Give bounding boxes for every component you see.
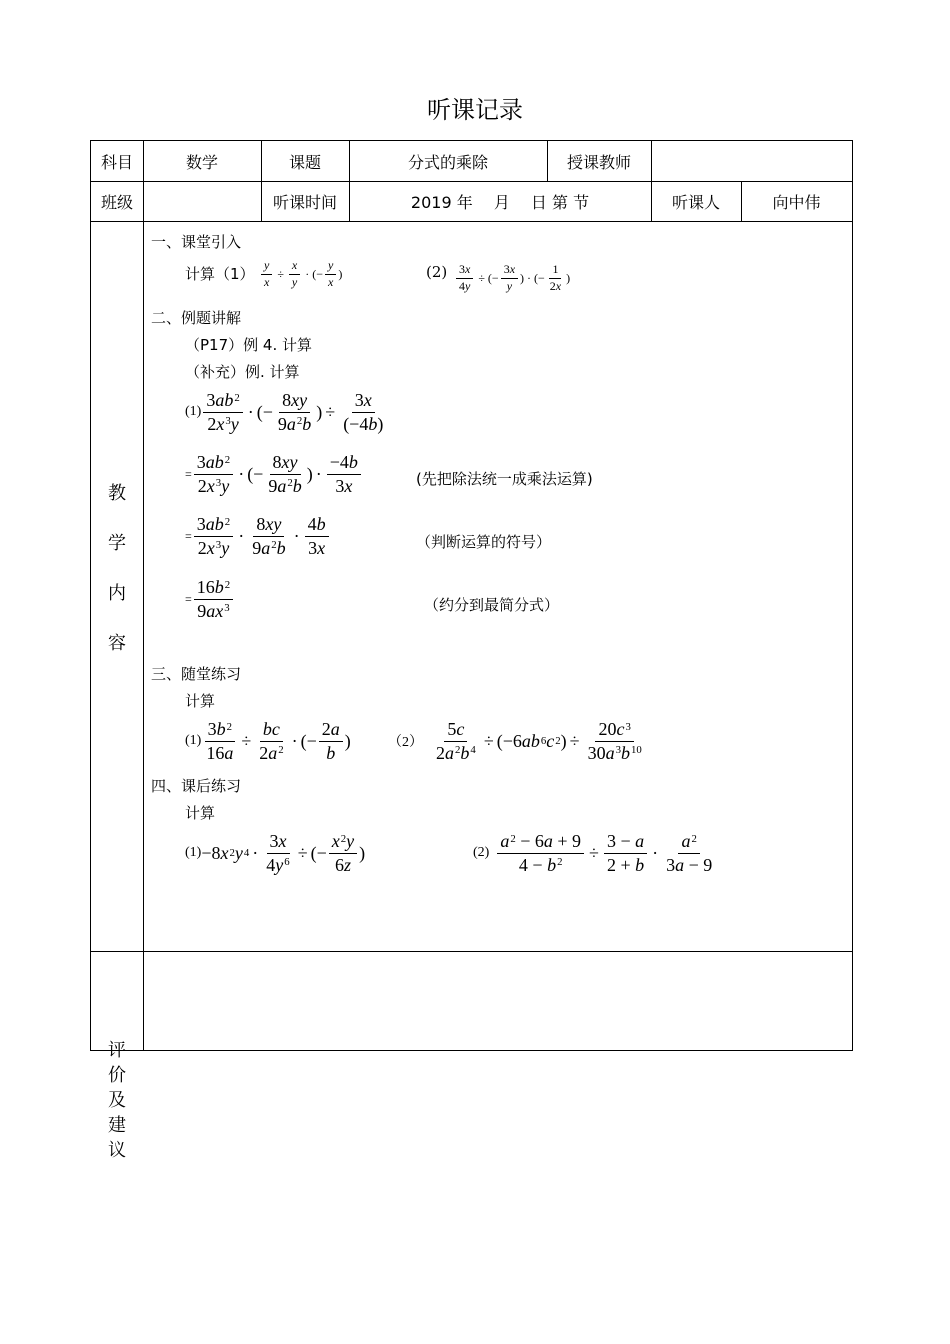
- side-char: 容: [108, 633, 126, 654]
- section-1-title: 一、课堂引入: [151, 233, 242, 251]
- row-divider: [91, 221, 852, 222]
- solution-step-1: = $\frac{3ab^2}{2x^3y}$ · (− $\frac{8xy}{9a^2b}$ ) · $\frac{-4b}{3x}$: [185, 452, 363, 496]
- listener-label: 听课人: [671, 192, 720, 212]
- listener-value: 向中伟: [772, 192, 821, 212]
- side-char: 议: [108, 1140, 126, 1161]
- practice-expr-1: (1) $\frac{3b^2}{16a}$ ÷ $\frac{bc}{2a^2}$ · (− $\frac{2a}{b}$ ): [185, 719, 351, 763]
- example-4-label: （P17）例 4. 计算: [185, 336, 312, 354]
- time-value: 2019 年 月 日 第 节: [410, 192, 590, 212]
- class-label: 班级: [100, 192, 133, 212]
- topic-value: 分式的乘除: [407, 152, 488, 172]
- teaching-content-label: [91, 479, 143, 679]
- section-3-title: 三、随堂练习: [151, 665, 242, 683]
- teacher-label: 授课教师: [566, 152, 631, 172]
- section-4-calc: 计算: [185, 804, 216, 822]
- solution-step-3: = $\frac{16b^2}{9ax^3}$: [185, 577, 235, 621]
- homework-q1-label: (1): [185, 845, 202, 861]
- class-value: [143, 181, 261, 221]
- practice-q2-label: （2）: [388, 735, 423, 751]
- side-char: 建: [108, 1115, 126, 1136]
- side-char: 内: [108, 583, 126, 604]
- section-2-title: 二、例题讲解: [151, 309, 242, 327]
- teacher-value: [651, 141, 852, 181]
- side-char: 评: [108, 1040, 126, 1061]
- solution-step-2: = $\frac{3ab^2}{2x^3y}$ · $\frac{8xy}{9a^2b}$ · $\frac{4b}{3x}$: [185, 514, 331, 558]
- col-divider: [143, 221, 144, 1050]
- note-3: （约分到最简分式）: [424, 596, 560, 614]
- section-4-title: 四、课后练习: [151, 777, 242, 795]
- side-char: 价: [108, 1065, 126, 1086]
- intro-expr-1: $\frac{y}{x}$ ÷ $\frac{x}{y}$ · (− $\frac{y}{x}$ ): [259, 259, 342, 290]
- homework-expr-1: (1) −8 x 2 y 4 · $\frac{3x}{4y^6}$ ÷ (− $\frac{x^2y}{6z}$ ): [185, 831, 366, 875]
- side-char: 学: [108, 533, 126, 554]
- topic-label: 课题: [288, 152, 321, 172]
- section-1-calc: 计算（1）: [185, 265, 255, 283]
- page-title: 听课记录: [427, 96, 523, 124]
- note-2: （判断运算的符号）: [416, 533, 552, 551]
- note-1: (先把除法统一成乘法运算): [416, 470, 593, 488]
- homework-q2-label: (2): [473, 845, 490, 861]
- subject-label: 科目: [100, 152, 133, 172]
- row-divider: [91, 951, 852, 952]
- intro-q2-label: (2): [426, 263, 448, 281]
- practice-expr-2: （2） $\frac{5c}{2a^2b^4}$ ÷ (−6 ab 6 c 2 ) ÷ $\frac{20c^3}{30a^3b^{10}}$: [388, 719, 642, 763]
- side-char: 教: [108, 483, 126, 504]
- side-char: 及: [108, 1090, 126, 1111]
- evaluation-label: [91, 1036, 143, 1161]
- homework-expr-2: (2) $\frac{a^2 - 6a + 9}{4 - b^2}$ ÷ $\frac{3 - a}{2 + b}$ · $\frac{a^2}{3a - 9}$: [473, 831, 713, 875]
- time-label: 听课时间: [272, 192, 337, 212]
- record-table: [90, 140, 853, 1161]
- example-expr: (1) $\frac{3ab^2}{2x^3y}$ · (− $\frac{8xy}{9a^2b}$ ) ÷ $\frac{3x}{(-4b)}$: [185, 390, 384, 434]
- step-prefix: (1): [185, 404, 202, 420]
- supplement-label: （补充）例. 计算: [185, 363, 300, 381]
- intro-expr-2: $\frac{3x}{4y}$ ÷ (− $\frac{3x}{y}$ ) · (− $\frac{1}{2x}$ ): [454, 263, 570, 294]
- section-3-calc: 计算: [185, 692, 216, 710]
- practice-q1-label: (1): [185, 733, 202, 749]
- subject-value: 数学: [185, 152, 218, 172]
